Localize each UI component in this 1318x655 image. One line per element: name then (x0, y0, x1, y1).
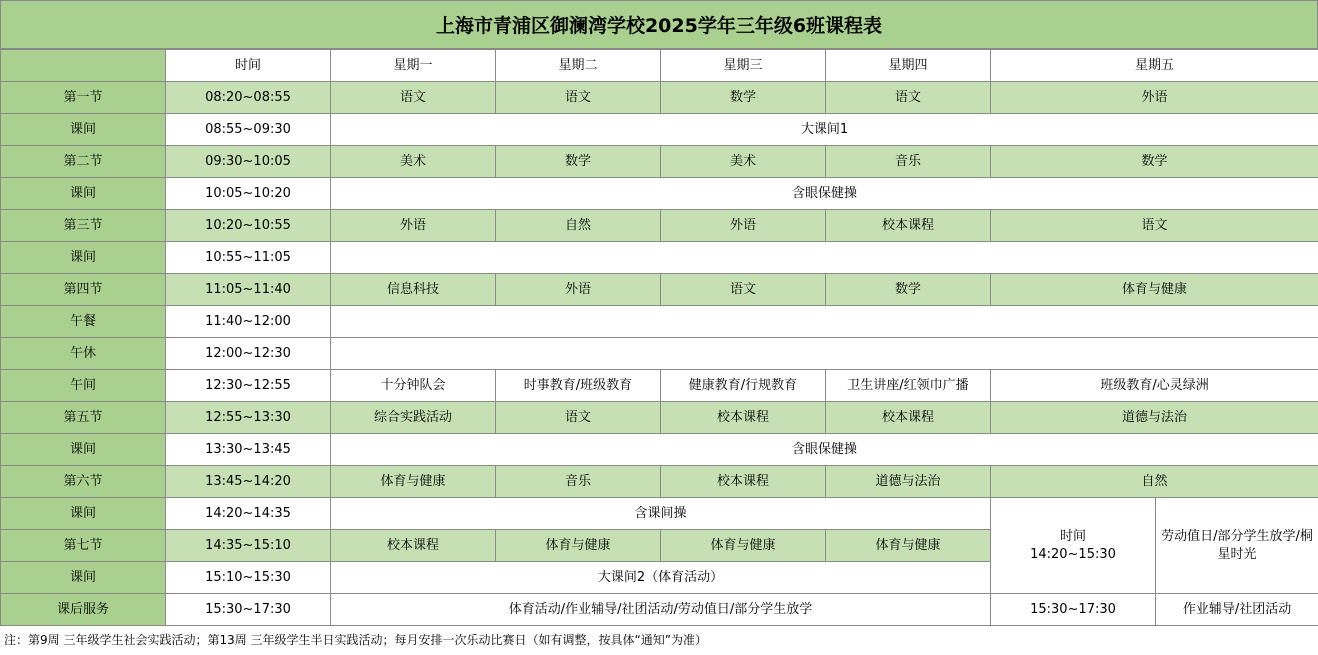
time-cell: 14:35~15:10 (166, 530, 331, 562)
friday-pm-time (991, 498, 1156, 594)
subject-cell: 外语 (991, 82, 1318, 114)
row-break-2 (1, 178, 1318, 210)
subject-cell: 外语 (331, 210, 496, 242)
subject-cell: 美术 (661, 146, 826, 178)
subject-cell: 音乐 (826, 146, 991, 178)
timetable (0, 49, 1318, 626)
row-period-2 (1, 146, 1318, 178)
time-cell: 08:20~08:55 (166, 82, 331, 114)
subject-cell: 语文 (826, 82, 991, 114)
footnote: 注：第9周 三年级学生社会实践活动；第13周 三年级学生半日实践活动；每月安排一次乐动比赛日（如有调整，按具体“通知”为准） (4, 633, 707, 647)
break-activity (331, 338, 1318, 370)
subject-cell: 体育与健康 (826, 530, 991, 562)
row-label: 课间 (1, 178, 166, 210)
row-label: 第七节 (1, 530, 166, 562)
row-break-3 (1, 242, 1318, 274)
time-cell: 10:55~11:05 (166, 242, 331, 274)
row-break-1 (1, 114, 1318, 146)
subject-cell: 道德与法治 (826, 466, 991, 498)
time-cell: 12:55~13:30 (166, 402, 331, 434)
subject-cell: 外语 (496, 274, 661, 306)
time-cell: 12:30~12:55 (166, 370, 331, 402)
time-cell: 14:20~14:35 (166, 498, 331, 530)
subject-cell: 数学 (991, 146, 1318, 178)
timetable-title: 上海市青浦区御澜湾学校2025学年三年级6班课程表 (0, 0, 1318, 49)
subject-cell: 数学 (661, 82, 826, 114)
time-cell: 09:30~10:05 (166, 146, 331, 178)
row-label: 午休 (1, 338, 166, 370)
row-period-4 (1, 274, 1318, 306)
break-activity (331, 242, 1318, 274)
noon-activity: 卫生讲座/红领巾广播 (826, 370, 991, 402)
subject-cell: 语文 (991, 210, 1318, 242)
noon-activity: 健康教育/行规教育 (661, 370, 826, 402)
row-label: 课间 (1, 498, 166, 530)
subject-cell: 校本课程 (661, 402, 826, 434)
break-activity: 含眼保健操 (331, 178, 1318, 210)
row-label: 第五节 (1, 402, 166, 434)
time-cell: 11:40~12:00 (166, 306, 331, 338)
header-fri: 星期五 (991, 50, 1318, 82)
time-cell: 12:00~12:30 (166, 338, 331, 370)
friday-after-activity: 作业辅导/社团活动 (1156, 594, 1318, 626)
time-cell: 13:30~13:45 (166, 434, 331, 466)
subject-cell: 体育与健康 (331, 466, 496, 498)
header-time: 时间 (166, 50, 331, 82)
break-activity: 大课间1 (331, 114, 1318, 146)
subject-cell: 语文 (496, 402, 661, 434)
row-label: 第三节 (1, 210, 166, 242)
subject-cell: 信息科技 (331, 274, 496, 306)
time-cell: 08:55~09:30 (166, 114, 331, 146)
row-label: 第四节 (1, 274, 166, 306)
row-label: 课间 (1, 562, 166, 594)
subject-cell: 道德与法治 (991, 402, 1318, 434)
row-label: 午餐 (1, 306, 166, 338)
row-label: 第六节 (1, 466, 166, 498)
row-period-1 (1, 82, 1318, 114)
corner-cell (1, 50, 166, 82)
after-school-activity: 体育活动/作业辅导/社团活动/劳动值日/部分学生放学 (331, 594, 991, 626)
time-cell: 15:10~15:30 (166, 562, 331, 594)
subject-cell: 体育与健康 (991, 274, 1318, 306)
row-after-school (1, 594, 1318, 626)
friday-pm-time-label: 时间 (1059, 528, 1086, 544)
subject-cell: 校本课程 (826, 402, 991, 434)
subject-cell: 综合实践活动 (331, 402, 496, 434)
break-activity: 含眼保健操 (331, 434, 1318, 466)
row-label: 午间 (1, 370, 166, 402)
subject-cell: 体育与健康 (496, 530, 661, 562)
break-activity: 大课间2（体育活动） (331, 562, 991, 594)
row-period-6 (1, 466, 1318, 498)
row-nap (1, 338, 1318, 370)
break-activity (331, 306, 1318, 338)
row-label: 第二节 (1, 146, 166, 178)
subject-cell: 数学 (496, 146, 661, 178)
friday-pm-time-range: 14:20~15:30 (1030, 546, 1116, 562)
row-label: 第一节 (1, 82, 166, 114)
header-row (1, 50, 1318, 82)
subject-cell: 校本课程 (331, 530, 496, 562)
noon-activity: 十分钟队会 (331, 370, 496, 402)
row-label: 课间 (1, 242, 166, 274)
time-cell: 10:20~10:55 (166, 210, 331, 242)
row-label: 课间 (1, 114, 166, 146)
subject-cell: 语文 (661, 274, 826, 306)
break-activity: 含课间操 (331, 498, 991, 530)
row-break-6 (1, 498, 1318, 530)
header-mon: 星期一 (331, 50, 496, 82)
header-tue: 星期二 (496, 50, 661, 82)
noon-activity: 时事教育/班级教育 (496, 370, 661, 402)
subject-cell: 自然 (496, 210, 661, 242)
friday-after-time: 15:30~17:30 (991, 594, 1156, 626)
row-lunch (1, 306, 1318, 338)
subject-cell: 语文 (331, 82, 496, 114)
subject-cell: 音乐 (496, 466, 661, 498)
row-break-5 (1, 434, 1318, 466)
subject-cell: 语文 (496, 82, 661, 114)
row-noon (1, 370, 1318, 402)
time-cell: 15:30~17:30 (166, 594, 331, 626)
time-cell: 13:45~14:20 (166, 466, 331, 498)
subject-cell: 校本课程 (661, 466, 826, 498)
time-cell: 11:05~11:40 (166, 274, 331, 306)
subject-cell: 美术 (331, 146, 496, 178)
time-cell: 10:05~10:20 (166, 178, 331, 210)
friday-pm-activity: 劳动值日/部分学生放学/桐星时光 (1156, 498, 1318, 594)
row-period-5 (1, 402, 1318, 434)
header-thu: 星期四 (826, 50, 991, 82)
header-wed: 星期三 (661, 50, 826, 82)
row-label: 课后服务 (1, 594, 166, 626)
subject-cell: 外语 (661, 210, 826, 242)
subject-cell: 体育与健康 (661, 530, 826, 562)
subject-cell: 校本课程 (826, 210, 991, 242)
noon-activity: 班级教育/心灵绿洲 (991, 370, 1318, 402)
subject-cell: 自然 (991, 466, 1318, 498)
row-label: 课间 (1, 434, 166, 466)
row-period-3 (1, 210, 1318, 242)
subject-cell: 数学 (826, 274, 991, 306)
